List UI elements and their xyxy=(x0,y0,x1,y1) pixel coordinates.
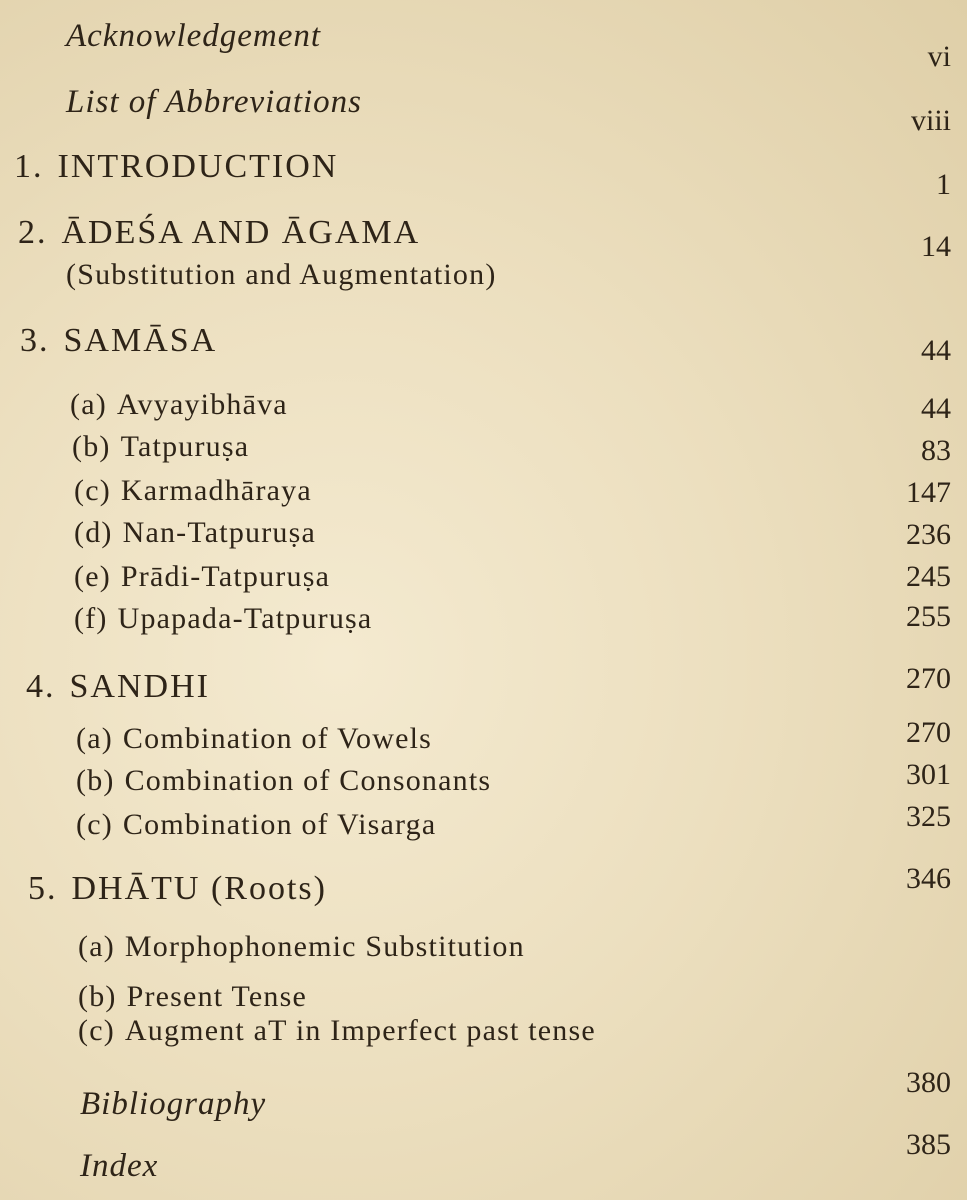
toc-page-number: 346 xyxy=(906,862,951,895)
section-label: (a) xyxy=(70,388,107,421)
chapter-title: ĀDEŚA AND ĀGAMA xyxy=(61,214,421,251)
chapter-number: 5. xyxy=(28,870,58,907)
toc-page-number: 245 xyxy=(906,560,951,593)
toc-section xyxy=(76,764,491,798)
toc-page-number: 301 xyxy=(906,758,951,791)
toc-entry-acknowledgement xyxy=(66,18,321,55)
chapter-title: SAMĀSA xyxy=(63,322,218,359)
toc-chapter-1 xyxy=(14,148,338,186)
section-title: Tatpuruṣa xyxy=(120,430,250,463)
toc-section xyxy=(78,930,525,964)
section-label: (e) xyxy=(74,560,111,593)
toc-page-number: 14 xyxy=(921,230,951,263)
toc-chapter-2 xyxy=(18,214,420,252)
chapter-title: DHĀTU (Roots) xyxy=(71,870,327,907)
toc-page-number: 44 xyxy=(921,334,951,367)
toc-page-number: 270 xyxy=(906,716,951,749)
chapter-title: INTRODUCTION xyxy=(57,148,339,185)
toc-chapter-3 xyxy=(20,322,217,360)
toc-section xyxy=(78,980,307,1014)
section-title: Morphophonemic Substitution xyxy=(124,930,525,963)
chapter-number: 4. xyxy=(26,668,56,705)
section-title: Karmadhāraya xyxy=(120,474,312,507)
section-title: Nan-Tatpuruṣa xyxy=(122,516,317,549)
toc-section xyxy=(74,602,372,636)
section-title: Avyayibhāva xyxy=(116,388,288,421)
toc-page-number: 325 xyxy=(906,800,951,833)
section-label: (b) xyxy=(76,764,115,797)
toc-page-number: vi xyxy=(927,40,951,73)
toc-entry-title: Bibliography xyxy=(80,1086,267,1122)
toc-chapter-5 xyxy=(28,870,327,908)
toc-page-number: 44 xyxy=(921,392,951,425)
toc-section xyxy=(72,430,249,464)
toc-section xyxy=(76,808,436,842)
chapter-number: 1. xyxy=(14,148,44,185)
toc-page-number: 380 xyxy=(906,1066,951,1099)
toc-page-number: 385 xyxy=(906,1128,951,1161)
toc-page-number: 1 xyxy=(936,168,951,201)
toc-entry-title: Index xyxy=(80,1148,159,1184)
toc-section xyxy=(74,516,316,550)
toc-section xyxy=(78,1014,596,1048)
section-label: (a) xyxy=(76,722,113,755)
toc-entry-bibliography xyxy=(80,1086,266,1123)
toc-page-number: 147 xyxy=(906,476,951,509)
toc-section xyxy=(70,388,288,422)
section-label: (a) xyxy=(78,930,115,963)
toc-entry-index xyxy=(80,1148,158,1185)
chapter-subtitle: (Substitution and Augmentation) xyxy=(66,258,497,291)
section-title: Present Tense xyxy=(126,980,308,1013)
toc-page-number: 270 xyxy=(906,662,951,695)
section-title: Combination of Vowels xyxy=(122,722,433,755)
section-label: (b) xyxy=(78,980,117,1013)
toc-page-number: 236 xyxy=(906,518,951,551)
section-title: Combination of Consonants xyxy=(124,764,492,797)
section-label: (b) xyxy=(72,430,111,463)
toc-page-number: 83 xyxy=(921,434,951,467)
section-title: Upapada-Tatpuruṣa xyxy=(117,602,373,635)
section-label: (c) xyxy=(78,1014,115,1047)
toc-section xyxy=(74,560,330,594)
section-label: (c) xyxy=(76,808,113,841)
section-label: (d) xyxy=(74,516,113,549)
section-label: (f) xyxy=(74,602,108,635)
section-title: Combination of Visarga xyxy=(122,808,437,841)
section-title: Prādi-Tatpuruṣa xyxy=(120,560,331,593)
toc-chapter-4 xyxy=(26,668,210,706)
toc-entry-abbreviations xyxy=(66,84,362,121)
section-label: (c) xyxy=(74,474,111,507)
chapter-title: SANDHI xyxy=(69,668,210,705)
toc-page-number: viii xyxy=(910,104,951,137)
toc-section xyxy=(74,474,312,508)
toc-entry-title: List of Abbreviations xyxy=(66,84,363,120)
toc-entry-title: Acknowledgement xyxy=(66,18,322,54)
chapter-number: 3. xyxy=(20,322,50,359)
section-title: Augment aT in Imperfect past tense xyxy=(124,1014,596,1047)
toc-page-number: 255 xyxy=(906,600,951,633)
toc-section xyxy=(76,722,432,756)
chapter-number: 2. xyxy=(18,214,48,251)
